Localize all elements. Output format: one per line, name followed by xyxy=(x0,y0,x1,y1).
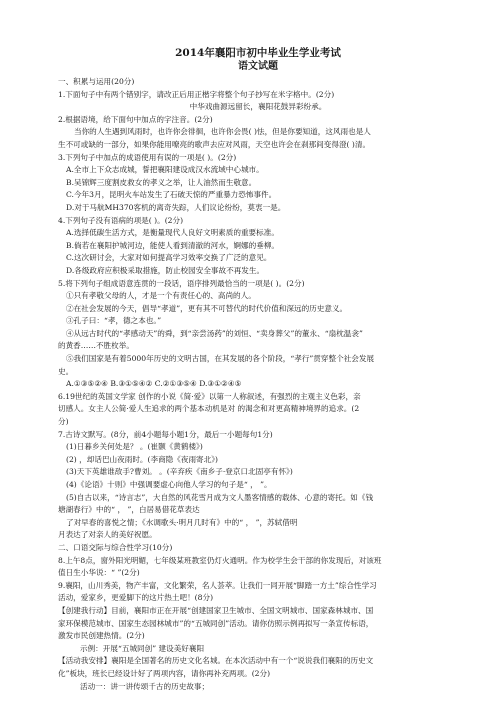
recitation-item: 了对早春的喜悦之情；《水调歌头·明月几时有》中的“ ， ”，苏轼借明 xyxy=(66,517,298,527)
sentence-item: ③孔子曰：“孝，德之本也。” xyxy=(66,316,162,326)
option-d: D.对于马航MH370客机的离奇失踪，人们议论纷纷，莫衷一是。 xyxy=(66,202,286,212)
question-text: 4.下列句子没有语病的项是( )。(2分) xyxy=(58,215,184,225)
section-heading: 二、口语交际与综合性学习(10分) xyxy=(58,542,173,552)
recitation-item: (3)天下英雄谁敌手?曹刘。 。(辛弃疾《南乡子·登京口北固亭有怀》) xyxy=(66,467,293,477)
question-text: 3.下列句子中加点的成语使用有误的一项是( )。(2分) xyxy=(58,152,237,162)
question-text: 8.上午8点，窗外阳光明媚，七年级某班教室仍灯火通明。作为校学生会干部的你发现后，对该班 xyxy=(58,555,382,565)
question-text: 7.古诗文默写。(8分，前4小题每小题1分，最后一小题每句1分) xyxy=(58,429,273,439)
sentence-item: 的黄香……不胜枚举。 xyxy=(58,341,134,351)
sentence-item: 史。 xyxy=(58,366,74,376)
question-text: 分) xyxy=(58,417,69,427)
sentence-item: ②在社会发展的今天，倡导“孝道”，更有其不可替代的时代价值和深远的历史意义。 xyxy=(66,303,348,313)
recitation-item: (4)《论语》十则》中强调要虚心向他人学习的句子是“ ， ”。 xyxy=(66,480,272,489)
question-sentence: 中华戏曲源远留长，襄阳花鼓异彩纷承。 xyxy=(189,102,327,112)
option-b: B.倘若在襄阳护城河边，能使人看到清澈的河水，婀娜的垂柳。 xyxy=(66,240,280,250)
recitation-item: (2) ，却话巴山夜雨时。(李商隐《夜雨寄北》) xyxy=(66,454,218,464)
question-text: 切感人。女主人公简·爱人生追求的两个基本动机是对 的渴念和对更高精神境界的追求。(2 xyxy=(58,404,360,414)
recitation-item: (5)自古以来，“诗言志”，大自然的风花雪月成为文人墨客情感的载体、心意的寄托。如《钱 xyxy=(66,492,374,502)
question-text: 1.下面句子中有两个错别字，请改正后用正楷字将整个句子抄写在米字格中。(2分) xyxy=(58,89,335,99)
exam-subtitle: 语文试题 xyxy=(238,61,278,72)
question-passage: 激发市民创建热情。(2分) xyxy=(58,631,145,641)
question-passage: 化”板块，班长已经设计好了两项内容，请你再补充两项。(2分) xyxy=(58,668,271,678)
option-c: C.这次研讨会，大家对如何提高学习效率交换了广泛的意见。 xyxy=(66,253,272,263)
question-text: 6.19世纪的英国文学家 创作的小说《简·爱》以第一人称叙述，有强烈的主观主义色彩，亲 xyxy=(58,391,361,401)
recitation-item: (1)日暮乡关何处是？ 。(崔颢《黄鹤楼》) xyxy=(66,442,203,452)
section-heading: 一、积累与运用(20分) xyxy=(58,77,135,86)
sentence-item: ⑤我们国家是有着5000年历史的文明古国，在其发展的各个阶段，“孝行”贯穿整个社会发展 xyxy=(66,354,375,364)
exam-title: 2014年襄阳市初中毕业生学业考试 xyxy=(175,47,341,59)
option-d: D.各级政府应积极采取措施，防止校园安全事故不再发生。 xyxy=(66,265,265,275)
option-c: C.今年3月，昆明火车站发生了石破天惊的严重暴力恐怖事件。 xyxy=(66,190,277,200)
activity-item: 活动一：讲一讲传颂千古的历史故事； xyxy=(80,681,210,691)
question-text: 9.襄阳，山川秀美，物产丰富，文化繁荣，名人荟萃。让我们一同开展“脚踏一方土”综合性学习 xyxy=(58,580,377,590)
question-text: 值日生小华说：“ ”(2分) xyxy=(58,568,140,578)
slogan-example: 示例：开展“五城同创” 建设美好襄阳 xyxy=(80,643,205,653)
sentence-item: ④从远古时代的“孝感动天”的舜，到“亲尝汤药”的刘恒、“卖身葬父”的董永、“扇枕温衾” xyxy=(66,328,363,338)
option-b: B.吴锦辉三度割皮救女的孝义之举，让人油然而生敬意。 xyxy=(66,177,257,187)
question-passage: 当你的人生遇到风雨时，也许你会徘徊，也许你会畏( )怯，但是你要知道，这风雨也是人 xyxy=(74,127,371,137)
question-passage: 【创建我行动】目前，襄阳市正在开展“创建国家卫生城市、全国文明城市、国家森林城市、国 xyxy=(58,605,374,615)
sentence-item: ①只有孝敬父母的人，才是一个有责任心的、高尚的人。 xyxy=(66,291,256,301)
question-passage: 【活动我安排】襄阳是全国著名的历史文化名城。在本次活动中有一个“说说我们襄阳的历史文 xyxy=(58,656,374,666)
option-a: A.选择低碳生活方式，是衡量现代人良好文明素质的重要标准。 xyxy=(66,228,279,238)
question-text: 5.将下列句子组成语意连贯的一段话，语序排列最恰当的一项是( )。(2分) xyxy=(58,278,305,288)
recitation-item: 月表达了对亲人的美好祝愿。 xyxy=(58,530,157,540)
question-passage: 生不可或缺的一部分，如果你能用嘹亮的歌声去应对风雨，天空也许会在刹那间变得澄( )清。 xyxy=(58,139,371,149)
question-text: 2.根据语境，给下面句中加点的字注音。(2分) xyxy=(58,114,213,124)
option-a: A.全市上下众志成城，誓把襄阳建设成汉水流域中心城市。 xyxy=(66,165,264,175)
recitation-item: 塘湖春行》中的“ ， ”，白居易借花草表达 xyxy=(58,505,200,515)
question-text: 活动，爱家乡，更爱脚下的这片热土吧！(8分) xyxy=(58,593,214,603)
answer-options: A.①③⑤②④ B.③①⑤④② C.②①③⑤④ D.③①②④⑤ xyxy=(66,379,242,389)
question-passage: 家环保模范城市、国家生态园林城市”的“五城同创”活动。请你仿照示例再拟写一条宣传标语， xyxy=(58,618,374,628)
